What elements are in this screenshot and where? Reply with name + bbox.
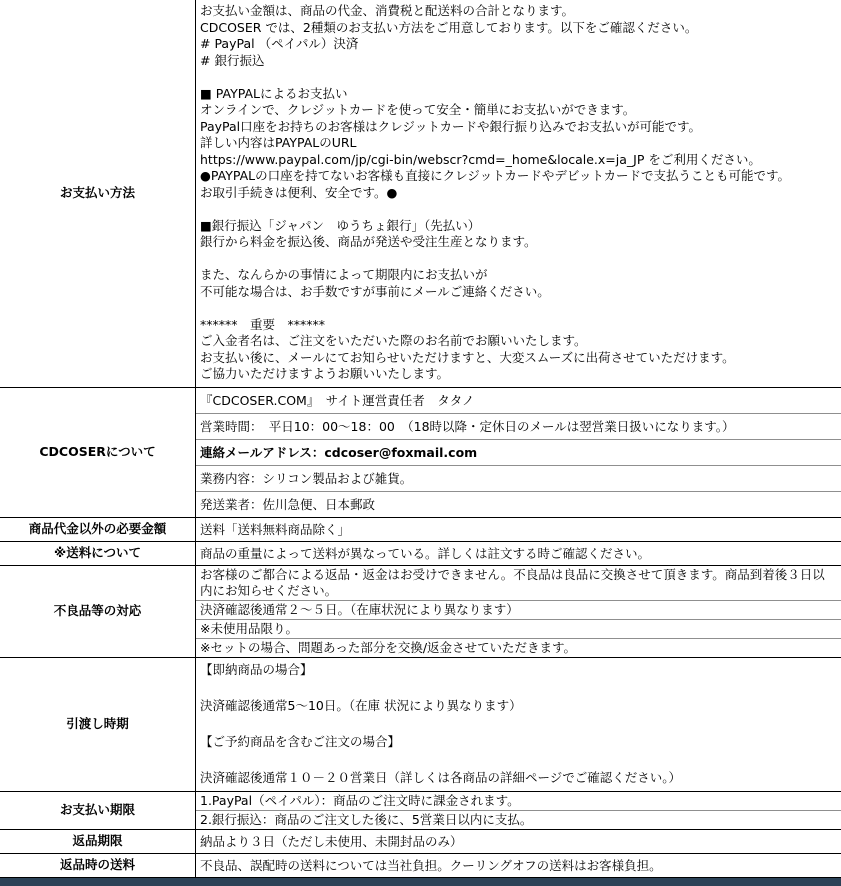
about-shipping-carriers: 発送業者：佐川急便、日本郵政 bbox=[200, 496, 376, 512]
defect-processing-time: 決済確認後通常２～５日。（在庫状況により異なります） bbox=[196, 601, 841, 620]
payment-text-line bbox=[196, 251, 841, 268]
row-payment-method bbox=[0, 0, 841, 388]
delivery-time-content bbox=[196, 658, 841, 791]
delivery-text-line bbox=[196, 715, 841, 733]
payment-text-line: ●PAYPALの口座を持てないお客様も直接にクレジットカードやデビットカードで支払うことも可能です。 bbox=[200, 168, 791, 183]
about-header: CDCOSERについて bbox=[0, 388, 196, 517]
delivery-text-line bbox=[196, 751, 841, 769]
defective-goods-header: 不良品等の対応 bbox=[0, 566, 196, 657]
payment-method-content bbox=[196, 0, 841, 387]
payment-text-line: 詳しい内容はPAYPALのURL bbox=[200, 135, 357, 150]
payment-text-line bbox=[196, 300, 841, 317]
row-defective-goods bbox=[0, 566, 841, 658]
payment-text-line bbox=[196, 201, 841, 218]
payment-text-line: ご協力いただけますようお願いいたします。 bbox=[200, 366, 450, 381]
payment-deadline-header: お支払い期限 bbox=[0, 792, 196, 829]
bottom-dark-bar bbox=[0, 878, 841, 886]
defect-return-policy: お客様のご都合による返品・返金はお受けできません。不良品は良品に交換させて頂きます。商品到着後３日以内にお知らせください。 bbox=[196, 566, 841, 601]
row-payment-deadline bbox=[0, 792, 841, 830]
defect-unused-only-note: ※未使用品限り。 bbox=[196, 620, 841, 639]
payment-method-header: お支払い方法 bbox=[0, 0, 196, 387]
row-about-cdcoser bbox=[0, 388, 841, 518]
payment-text-line: お支払い後に、メールにてお知らせいただけますと、大変スムーズに出荷させていただけます。 bbox=[200, 349, 735, 365]
defective-goods-content bbox=[196, 566, 841, 657]
payment-text-line: 不可能な場合は、お手数ですが事前にメールご連絡ください。 bbox=[200, 283, 550, 299]
payment-text-line: ■銀行振込「ジャパン ゆうちょ銀行」（先払い） bbox=[200, 217, 481, 233]
return-shipping-header: 返品時の送料 bbox=[0, 854, 196, 877]
return-shipping-content bbox=[196, 854, 841, 877]
payment-text-line: ご入金者名は、ご注文をいただいた際のお名前でお願いいたします。 bbox=[200, 333, 587, 348]
delivery-text-line bbox=[196, 679, 841, 697]
return-deadline-text: 納品より３日（ただし未使用、未開封品のみ） bbox=[200, 833, 463, 849]
about-content bbox=[196, 388, 841, 517]
delivery-time-header: 引渡し時期 bbox=[0, 658, 196, 791]
payment-text-line: # 銀行振込 bbox=[200, 52, 265, 68]
about-business-description: 業務内容：シリコン製品および雑貨。 bbox=[196, 466, 841, 492]
extra-fees-header: 商品代金以外の必要金額 bbox=[0, 518, 196, 541]
shipping-fee-text: 商品の重量によって送料が異なっている。詳しくは註文する時ご確認ください。 bbox=[200, 545, 651, 561]
about-business-hours: 営業時間： 平日10：00～18：00 （18時以降・定休日のメールは翌営業日扱いになります。） bbox=[196, 414, 841, 440]
row-extra-fees bbox=[0, 518, 841, 542]
about-contact-email: 連絡メールアドレス：cdcoser@foxmail.com bbox=[196, 440, 841, 466]
extra-fees-text: 送料「送料無料商品除く」 bbox=[200, 521, 351, 537]
return-deadline-content bbox=[196, 830, 841, 853]
payment-text-line: ■ PAYPALによるお支払い bbox=[200, 85, 348, 101]
defect-set-exchange-note: ※セットの場合、問題あった部分を交換/返金させていただきます。 bbox=[200, 639, 577, 655]
payment-deadline-paypal: 1.PayPal（ペイパル）：商品のご注文時に課金されます。 bbox=[196, 792, 841, 811]
payment-text-line: PayPal口座をお持ちのお客様はクレジットカードや銀行振り込みでお支払いが可能です。 bbox=[200, 118, 701, 134]
payment-deadline-bank: 2.銀行振込：商品のご注文した後に、5営業日以内に支払。 bbox=[200, 811, 533, 827]
payment-text-line: オンラインで、クレジットカードを使って安全・簡単にお支払いができます。 bbox=[200, 102, 636, 117]
delivery-text-line: 【即納商品の場合】 bbox=[200, 661, 313, 677]
shipping-fee-header: ※送料について bbox=[0, 542, 196, 565]
payment-text-line: CDCOSER では、2種類のお支払い方法をご用意しております。以下をご確認ください。 bbox=[200, 19, 698, 35]
return-shipping-text: 不良品、誤配時の送料については当社負担。クーリングオフの送料はお客様負担。 bbox=[200, 857, 662, 873]
return-deadline-header: 返品期限 bbox=[0, 830, 196, 853]
shipping-fee-content bbox=[196, 542, 841, 565]
payment-deadline-content bbox=[196, 792, 841, 829]
payment-text-line: ****** 重要 ****** bbox=[200, 316, 326, 332]
payment-text-line bbox=[196, 69, 841, 86]
row-return-deadline bbox=[0, 830, 841, 854]
payment-text-line: お支払い金額は、商品の代金、消費税と配送料の合計となります。 bbox=[200, 3, 575, 18]
delivery-text-line: 決済確認後通常5～10日。（在庫 状況により異なります） bbox=[200, 697, 522, 713]
payment-text-line: また、なんらかの事情によって期限内にお支払いが bbox=[200, 267, 488, 282]
delivery-text-line: 決済確認後通常１０－２０営業日（詳しくは各商品の詳細ページでご確認ください。） bbox=[200, 769, 682, 785]
payment-text-line: 銀行から料金を振込後、商品が発送や受注生産となります。 bbox=[200, 234, 537, 249]
payment-text-line: お取引手続きは便利、安全です。● bbox=[200, 184, 398, 200]
payment-text-line: # PayPal （ペイパル）決済 bbox=[200, 36, 359, 51]
payment-text-line: https://www.paypal.com/jp/cgi-bin/webscr?cmd=_home&locale.x=ja_JP をご利用ください。 bbox=[200, 151, 761, 167]
delivery-text-line: 【ご予約商品を含むご注文の場合】 bbox=[200, 733, 401, 749]
about-site-operator: 『CDCOSER.COM』 サイト運営責任者 タタノ bbox=[196, 388, 841, 414]
extra-fees-content bbox=[196, 518, 841, 541]
row-delivery-time bbox=[0, 658, 841, 792]
row-shipping-fee bbox=[0, 542, 841, 566]
row-return-shipping bbox=[0, 854, 841, 878]
